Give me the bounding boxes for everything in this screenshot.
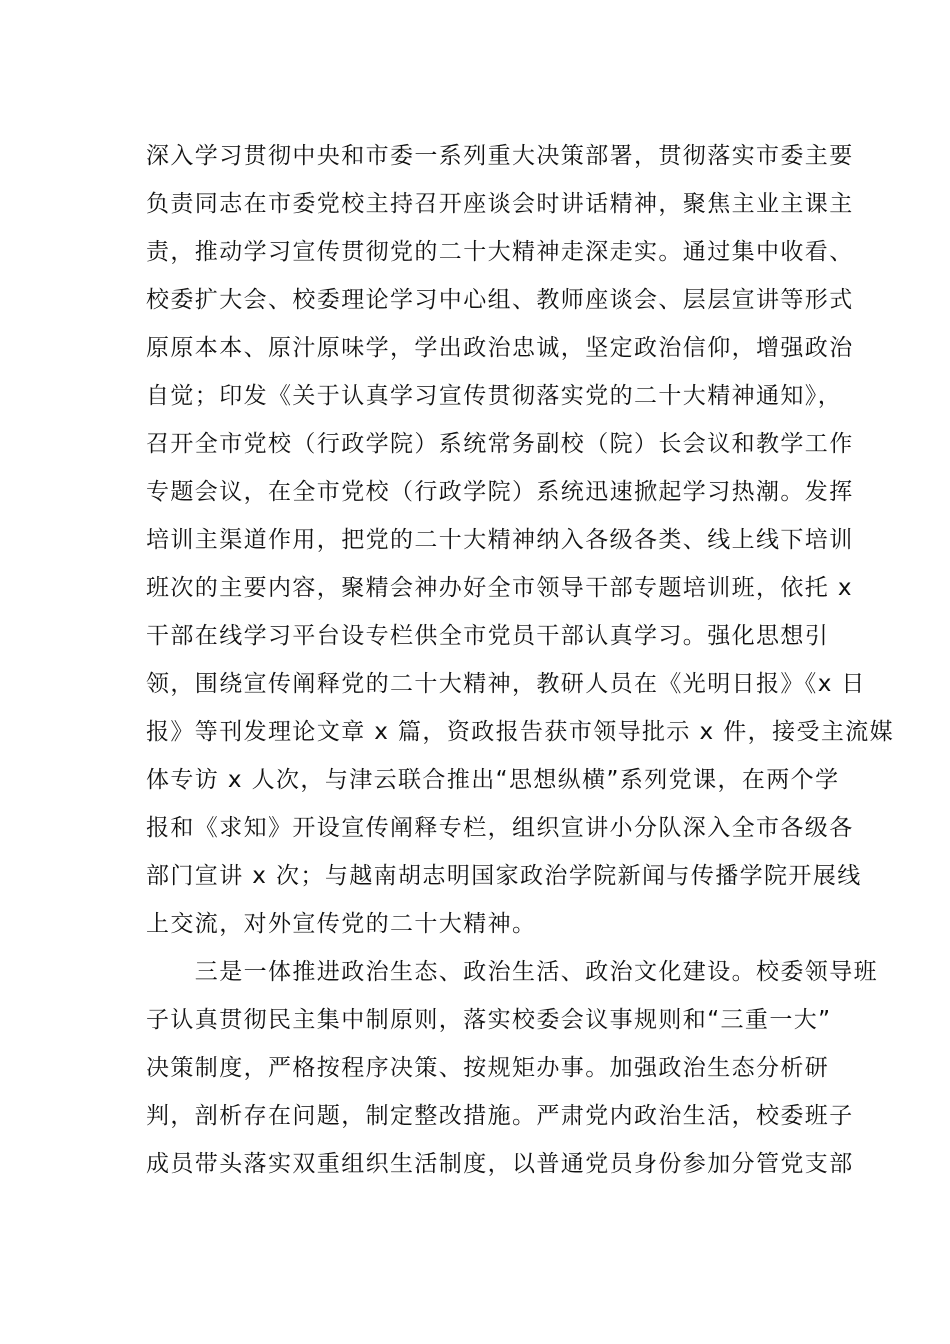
text-line: 召开全市党校（行政学院）系统常务副校（院）长会议和教学工作 [146, 431, 854, 457]
text-line: 校委扩大会、校委理论学习中心组、教师座谈会、层层宣讲等形式 [146, 287, 854, 313]
text-line: 判，剖析存在问题，制定整改措施。严肃党内政治生活，校委班子 [146, 1103, 854, 1129]
text-line: 报》等刊发理论文章 x 篇，资政报告获市领导批示 x 件，接受主流媒 [146, 719, 895, 745]
text-line: 成员带头落实双重组织生活制度，以普通党员身份参加分管党支部 [146, 1151, 854, 1177]
text-line: 子认真贯彻民主集中制原则，落实校委会议事规则和“三重一大” [146, 1007, 832, 1033]
text-line: 上交流，对外宣传党的二十大精神。 [146, 911, 537, 937]
text-line: 责，推动学习宣传贯彻党的二十大精神走深走实。通过集中收看、 [146, 239, 854, 265]
text-line: 原原本本、原汁原味学，学出政治忠诚，坚定政治信仰，增强政治 [146, 335, 854, 361]
text-line: 三是一体推进政治生态、政治生活、政治文化建设。校委领导班 [146, 959, 878, 985]
text-line: 体专访 x 人次，与津云联合推出“思想纵横”系列党课，在两个学 [146, 767, 840, 793]
text-line: 自觉；印发《关于认真学习宣传贯彻落实党的二十大精神通知》， [146, 383, 843, 409]
text-line: 班次的主要内容，聚精会神办好全市领导干部专题培训班，依托 x [146, 575, 853, 601]
text-line: 决策制度，严格按程序决策、按规矩办事。加强政治生态分析研 [146, 1055, 830, 1081]
text-line: 干部在线学习平台设专栏供全市党员干部认真学习。强化思想引 [146, 623, 830, 649]
text-line: 领，围绕宣传阐释党的二十大精神，教研人员在《光明日报》《x 日 [146, 671, 866, 697]
document-body [146, 132, 895, 1188]
text-line: 培训主渠道作用，把党的二十大精神纳入各级各类、线上线下培训 [146, 527, 854, 553]
text-line: 部门宣讲 x 次；与越南胡志明国家政治学院新闻与传播学院开展线 [146, 863, 862, 889]
paragraph-1 [146, 132, 895, 948]
text-line: 专题会议，在全市党校（行政学院）系统迅速掀起学习热潮。发挥 [146, 479, 854, 505]
text-line: 深入学习贯彻中央和市委一系列重大决策部署，贯彻落实市委主要 [146, 143, 854, 169]
text-line: 报和《求知》开设宣传阐释专栏，组织宣讲小分队深入全市各级各 [146, 815, 854, 841]
text-line: 负责同志在市委党校主持召开座谈会时讲话精神，聚焦主业主课主 [146, 191, 854, 217]
paragraph-2 [146, 948, 878, 1188]
